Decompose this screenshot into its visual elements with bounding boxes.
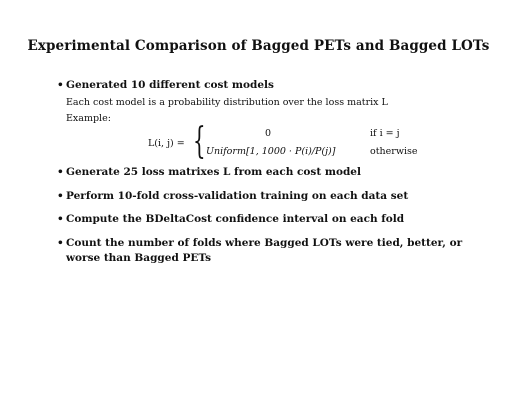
formula-case2-value: Uniform[1, 1000 · P(i)/P(j)] — [206, 146, 336, 157]
bullet-item-cross-validation — [57, 189, 487, 204]
bullet-item-confidence-interval — [57, 212, 487, 227]
bullet-marker: • — [57, 190, 64, 202]
bullet-marker: • — [57, 213, 64, 225]
bullet-text: Generated 10 different cost models — [66, 79, 274, 91]
sub-line-example: Example: — [66, 113, 111, 124]
bullet-item-count-folds — [57, 236, 491, 266]
bullet-text: Generate 25 loss matrixes L from each cost model — [66, 166, 361, 178]
bullet-item-loss-matrixes — [57, 165, 487, 180]
slide-title: Experimental Comparison of Bagged PETs and Bagged LOTs — [27, 38, 490, 54]
formula-case1-condition: if i = j — [370, 128, 400, 139]
formula-case1-value: 0 — [265, 128, 272, 139]
bullet-text: Perform 10-fold cross-validation training on each data set — [66, 190, 409, 202]
bullet-text: Compute the BDeltaCost confidence interval on each fold — [66, 213, 405, 225]
bullet-item-cost-models — [57, 78, 487, 93]
sub-line-description: Each cost model is a probability distribution over the loss matrix L — [66, 97, 388, 108]
bullet-marker: • — [57, 166, 64, 178]
formula-lhs: L(i, j) = — [148, 138, 185, 149]
bullet-marker: • — [57, 79, 64, 91]
bullet-text: Count the number of folds where Bagged LOTs were tied, better, or worse than Bagged PETs — [66, 237, 463, 264]
formula-case2-condition: otherwise — [370, 146, 418, 157]
bullet-marker: • — [57, 237, 64, 249]
loss-formula — [148, 121, 418, 163]
formula-brace: { — [193, 121, 206, 162]
